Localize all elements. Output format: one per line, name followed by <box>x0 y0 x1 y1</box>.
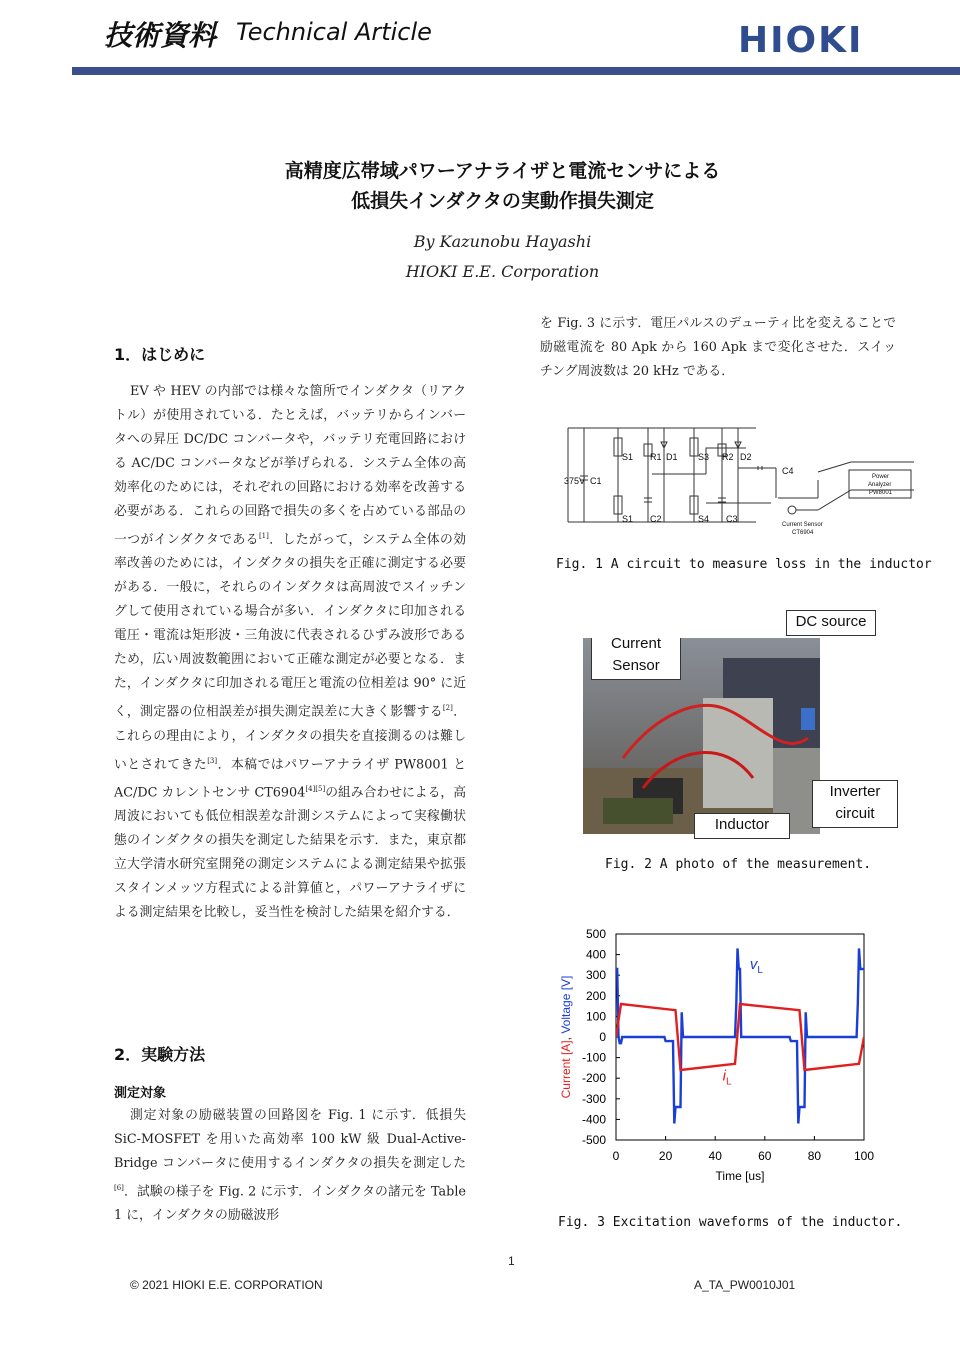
label-s1-top: S1 <box>622 452 634 462</box>
paragraph-text: の組み合わせによる，高周波においても低位相誤差な計測システムによって実稼働状態のインダクタの損失を測定した結果を示す．また，東京都立大学清水研究室開発の測定システムによる測定結果や拡張スタインメッツ方程式による計算値と，パワーアナライザによる測定結果を比較し，妥当性を検討した結果を紹介する． <box>114 785 466 921</box>
fig1-caption: Fig. 1 A circuit to measure loss in the inductor <box>556 557 932 572</box>
paragraph-text: ．試験の様子を Fig. 2 に示す．インダクタの諸元を Table 1 に，インダクタの励磁波形 <box>114 1184 466 1224</box>
y-tick-label: -200 <box>581 1071 606 1086</box>
label-analyzer: Analyzer <box>868 482 892 488</box>
label-r2: R2 <box>722 452 734 462</box>
y-tick-label: 500 <box>585 927 606 941</box>
label-current-sensor: Current Sensor <box>782 522 823 528</box>
section-heading-intro: 1．はじめに <box>114 345 206 364</box>
label-c4: C4 <box>782 466 794 476</box>
label-c1: C1 <box>590 476 602 486</box>
y-tick-label: -400 <box>581 1112 606 1127</box>
y-tick-label: 100 <box>585 1009 606 1024</box>
header-title-en: Technical Article <box>236 18 432 46</box>
waveform-chart <box>548 920 914 1188</box>
paragraph-text: ．したがって，システム全体の効率改善のためには，インダクタの損失を正確に測定する必要がある．一般に，それらのインダクタは高周波でスイッチングして使用されている場合が多い．インダクタに印加される電圧・電流は矩形波・三角波に代表されるひずみ波形であるため，広い周波数範囲において正確な測定が必要となる．また，インダクタに印加される電圧と電流の位相差は 90° に近く，測定器の位相誤差が損失測定誤差に大きく影響する <box>114 532 467 720</box>
circuit-diagram <box>556 418 914 542</box>
x-axis-label: Time [us] <box>715 1169 765 1183</box>
label-s4: S4 <box>698 514 710 524</box>
intro-paragraph <box>114 380 466 925</box>
affiliation: HIOKI E.E. Corporation <box>405 262 600 281</box>
subsection-heading-target: 測定対象 <box>114 1086 167 1101</box>
y-tick-label: 300 <box>585 968 606 983</box>
callout-dc-source: DC source <box>786 610 876 636</box>
label-c2: C2 <box>650 514 662 524</box>
header-title-jp: 技術資料 <box>104 19 217 52</box>
citation-ref: [6] <box>114 1184 124 1192</box>
label-375v: 375V <box>564 476 586 486</box>
paragraph-text: ．これらの理由により，インダクタの損失を直接測るのは難しいとされてきた <box>114 704 466 772</box>
x-tick-label: 0 <box>612 1149 620 1163</box>
article-title-line1: 高精度広帯域パワーアナライザと電流センサによる <box>284 160 721 182</box>
x-tick-label: 20 <box>658 1149 673 1163</box>
y-tick-label: -300 <box>581 1091 606 1106</box>
label-s1-bottom: S1 <box>622 514 634 524</box>
footer-doc-id: A_TA_PW0010J01 <box>694 1278 796 1292</box>
y-tick-label: -100 <box>581 1050 606 1065</box>
header-divider <box>72 67 960 75</box>
measurement-photo <box>583 638 820 834</box>
callout-current-sensor <box>591 638 681 680</box>
label-ct6904: CT6904 <box>792 530 814 536</box>
paragraph-text: EV や HEV の内部では様々な箇所でインダクタ（リアクトル）が使用されている．たとえば，バッテリからインバータへの昇圧 DC/DC コンバータや，バッテリ充電回路における AC/DC コンバータなどが挙げられる．システム全体の高効率化のためには，それぞれの回路における効率を改善する必要がある．これらの回路で損失の多くを占めている部品の一つがインダクタである <box>114 384 466 548</box>
citation-ref: [1] <box>258 532 269 540</box>
y-axis-label: Current [A], Voltage [V] <box>559 975 573 1099</box>
section-heading-method: 2．実験方法 <box>114 1045 206 1064</box>
x-tick-label: 100 <box>853 1149 875 1163</box>
citation-ref: [2] <box>442 704 453 713</box>
callout-inverter-line1: Inverter <box>829 783 881 800</box>
label-power: Power <box>872 474 890 480</box>
fig2-caption: Fig. 2 A photo of the measurement. <box>605 857 872 872</box>
callout-inverter-line2: circuit <box>835 805 875 822</box>
series-label-iL: $i_L$ <box>722 1067 732 1088</box>
footer-copyright: © 2021 HIOKI E.E. CORPORATION <box>130 1278 323 1292</box>
x-tick-label: 40 <box>708 1149 722 1163</box>
label-c3: C3 <box>726 514 738 524</box>
x-tick-label: 80 <box>807 1149 822 1163</box>
label-d2: D2 <box>740 452 752 462</box>
paragraph-text: ．本稿ではパワーアナライザ PW8001 と AC/DC カレントセンサ CT6904 <box>114 756 466 801</box>
fig3-caption: Fig. 3 Excitation waveforms of the inductor. <box>558 1215 903 1230</box>
method-paragraph <box>114 1104 466 1228</box>
label-pw8001: PW8001 <box>869 490 893 496</box>
y-tick-label: 200 <box>585 988 606 1003</box>
paragraph-text: 測定対象の励磁装置の回路図を Fig. 1 に示す．低損失 SiC-MOSFET を用いた高効率 100 kW 級 Dual-Active-Bridge コンバータに使用するインダクタの損失を測定した <box>114 1108 466 1171</box>
y-tick-label: 0 <box>599 1030 606 1044</box>
y-tick-label: -500 <box>581 1133 606 1147</box>
series-line-vL <box>616 948 864 1123</box>
series-label-vL: $v_L$ <box>749 956 763 977</box>
page-number: 1 <box>508 1254 515 1268</box>
x-tick-label: 60 <box>758 1149 772 1163</box>
label-r1: R1 <box>650 452 662 462</box>
hioki-logo: HIOKI <box>738 20 864 61</box>
citation-ref: [3] <box>207 756 218 765</box>
label-d1: D1 <box>666 452 678 462</box>
article-title-line2: 低損失インダクタの実動作損失測定 <box>351 190 654 212</box>
callout-inductor: Inductor <box>694 813 790 839</box>
callout-current-sensor-line2: Sensor <box>612 657 660 674</box>
label-s3: S3 <box>698 452 710 462</box>
method-paragraph-continued: を Fig. 3 に示す．電圧パルスのデューティ比を変えることで励磁電流を 80 Apk から 160 Apk まで変化させた．スイッチング周波数は 20 kHz である． <box>540 316 896 379</box>
callout-current-sensor-line1: Current <box>610 638 662 652</box>
callout-inverter-circuit <box>812 780 898 828</box>
citation-ref: [4][5] <box>305 784 326 793</box>
author: By Kazunobu Hayashi <box>413 232 592 251</box>
y-tick-label: 400 <box>585 947 606 962</box>
